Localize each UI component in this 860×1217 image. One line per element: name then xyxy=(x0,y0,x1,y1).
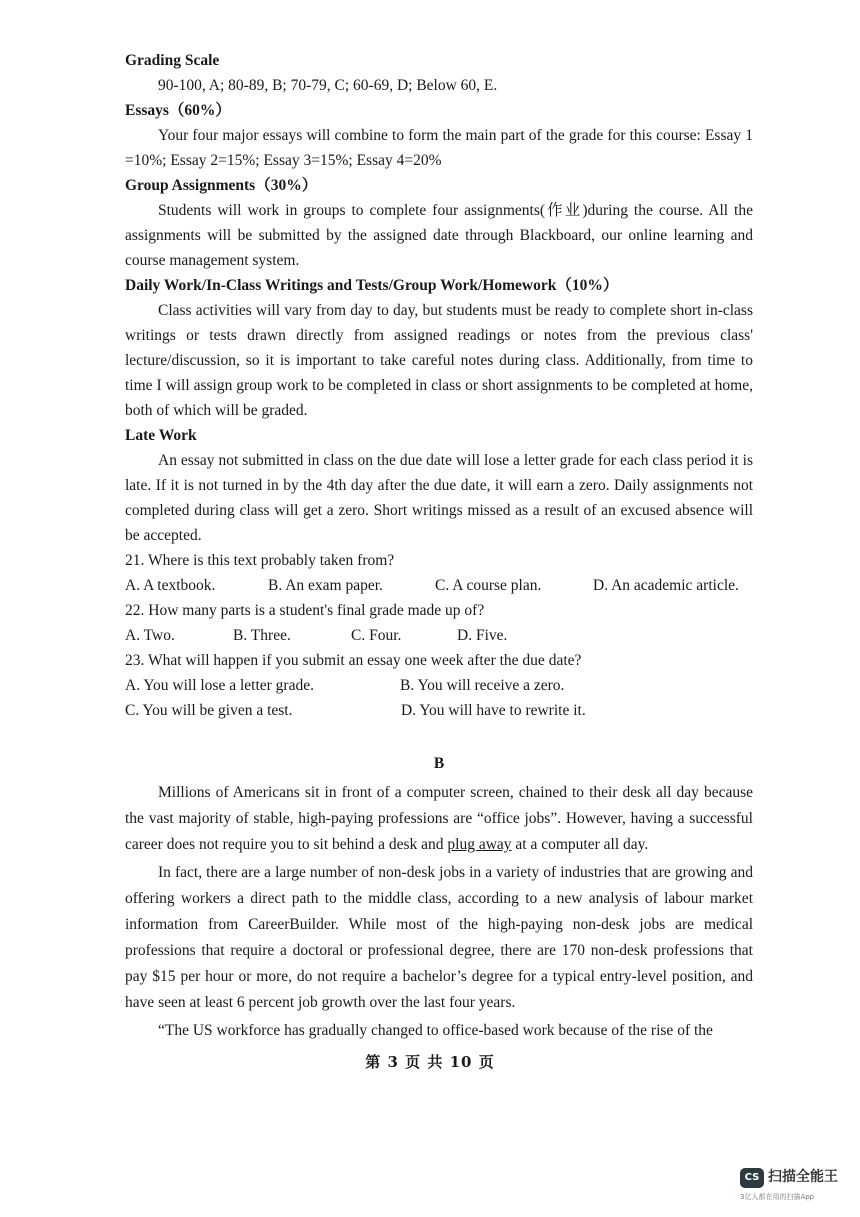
q21-option-d: D. An academic article. xyxy=(593,577,739,594)
q21-option-b: B. An exam paper. xyxy=(268,577,383,594)
p1-text-before: Millions of Americans sit in front of a computer screen, chained to their desk all day because the vast majority of stable, high-paying professions are “office jobs”. However, having a successful career does not require you to sit behind a desk and xyxy=(125,784,753,853)
daily-work-heading: Daily Work/In-Class Writings and Tests/Group Work/Homework（10%） xyxy=(125,277,619,294)
daily-work-text: Class activities will vary from day to day, but students must be ready to complete short in-class writings or tests drawn directly from assigned readings or notes from the previous class' lecture/discussion, so it is important to take careful notes during class. Additionally, from time to time I will assign group work to be completed in class or short assignments to be completed at home, both of which will be graded. xyxy=(125,302,753,419)
underlined-phrase: plug away xyxy=(447,836,512,853)
group-assignments-text: Students will work in groups to complete four assignments(作业)during the course. All the assignments will be submitted by the assigned date through Blackboard, our online learning and course management system. xyxy=(125,202,753,269)
q23-option-b: B. You will receive a zero. xyxy=(400,677,565,694)
section-b-label: B xyxy=(433,755,445,772)
grading-scale-heading: Grading Scale xyxy=(125,52,220,69)
q21-option-c: C. A course plan. xyxy=(435,577,542,594)
q23-option-d: D. You will have to rewrite it. xyxy=(401,702,586,719)
q21-option-a: A. A textbook. xyxy=(125,577,216,594)
question-22-stem: 22. How many parts is a student's final grade made up of? xyxy=(125,602,485,619)
watermark-row xyxy=(740,1165,850,1190)
group-assignments-heading: Group Assignments（30%） xyxy=(125,177,318,194)
p1-text-after: at a computer all day. xyxy=(511,836,649,853)
late-work-text: An essay not submitted in class on the due date will lose a letter grade for each class period it is late. If it is not turned in by the 4th day after the due date, it will earn a zero. Daily assignments not completed during class will get a zero. Short writings missed as a result of an excused absence will be accepted. xyxy=(125,452,753,544)
page-number-footer: 第 3 页 共 10 页 xyxy=(365,1053,495,1071)
q22-option-a: A. Two. xyxy=(125,627,175,644)
q22-option-d: D. Five. xyxy=(457,627,508,644)
section-b-paragraph-1 xyxy=(125,780,753,858)
essays-heading: Essays（60%） xyxy=(125,102,231,119)
question-23-stem: 23. What will happen if you submit an essay one week after the due date? xyxy=(125,652,582,669)
question-21-options xyxy=(125,573,753,598)
section-b-paragraph-2: In fact, there are a large number of non-desk jobs in a variety of industries that are growing and offering workers a direct path to the middle class, according to a new analysis of labour market information from CareerBuilder. While most of the high-paying non-desk jobs are medical professions that require a doctoral or professional degree, there are 170 non-desk professions that pay $15 per hour or more, do not require a bachelor’s degree for a typical entry-level position, and have seen at least 6 percent job growth over the last four years. xyxy=(125,864,753,1011)
question-22-options xyxy=(125,623,753,648)
late-work-heading: Late Work xyxy=(125,427,197,444)
grading-scale-text: 90-100, A; 80-89, B; 70-79, C; 60-69, D; Below 60, E. xyxy=(158,77,498,94)
q23-option-a: A. You will lose a letter grade. xyxy=(125,677,314,694)
question-23-options-row1 xyxy=(125,673,753,698)
q22-option-c: C. Four. xyxy=(351,627,402,644)
camscanner-logo-icon: CS xyxy=(740,1168,764,1188)
camscanner-watermark xyxy=(740,1165,850,1202)
watermark-tagline: 3亿人都在用的扫描App xyxy=(740,1193,815,1201)
question-21-stem: 21. Where is this text probably taken from? xyxy=(125,552,395,569)
essays-text: Your four major essays will combine to form the main part of the grade for this course: Essay 1 =10%; Essay 2=15%; Essay 3=15%; Essay 4=20% xyxy=(125,127,753,169)
question-23-options-row2 xyxy=(125,698,753,723)
section-b-paragraph-3: “The US workforce has gradually changed to office-based work because of the rise of the xyxy=(158,1022,713,1039)
watermark-app-name: 扫描全能王 xyxy=(768,1169,838,1185)
q23-option-c: C. You will be given a test. xyxy=(125,702,293,719)
q22-option-b: B. Three. xyxy=(233,627,291,644)
document-page xyxy=(125,48,753,1046)
